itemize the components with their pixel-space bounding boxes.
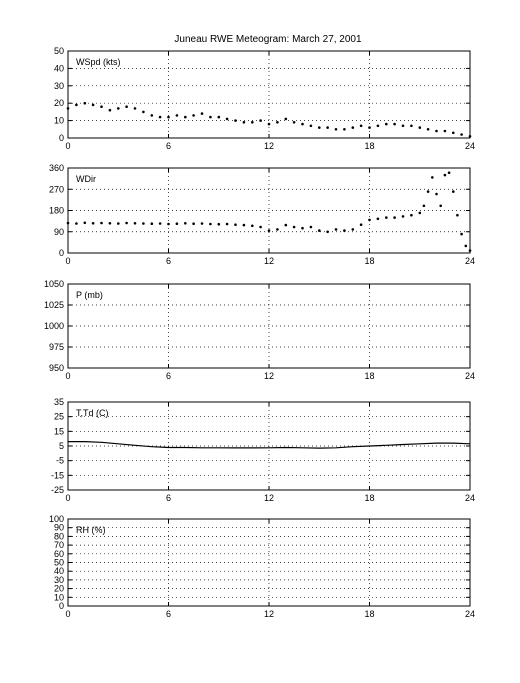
wspd-data-point xyxy=(293,121,296,124)
wdir-data-point xyxy=(259,226,262,229)
wdir-data-point xyxy=(444,174,447,177)
rh-xtick-label: 0 xyxy=(65,609,71,619)
wspd-data-point xyxy=(243,121,246,124)
wspd-data-point xyxy=(159,116,162,119)
wdir-data-point xyxy=(209,223,212,226)
wdir-data-point xyxy=(159,222,162,225)
wspd-data-point xyxy=(92,104,95,107)
wdir-data-point xyxy=(125,222,128,225)
temperature-ytick-label: 25 xyxy=(53,411,64,422)
wdir-data-point xyxy=(201,222,204,225)
wdir-data-point xyxy=(352,228,355,231)
wdir-data-point xyxy=(318,229,321,232)
wspd-data-point xyxy=(259,119,262,122)
wdir-data-point xyxy=(293,226,296,229)
rh-ytick-label: 50 xyxy=(53,557,64,568)
panels-group xyxy=(44,46,475,619)
pressure-xtick-label: 24 xyxy=(464,371,476,381)
wspd-data-point xyxy=(444,130,447,133)
wdir-data-point xyxy=(226,223,229,226)
wdir-data-point xyxy=(234,223,237,226)
wdir-data-point xyxy=(151,222,154,225)
temperature-xtick-label: 12 xyxy=(263,493,275,503)
wspd-data-point xyxy=(435,130,438,133)
wdir-data-point xyxy=(423,205,426,208)
wdir-data-point xyxy=(100,222,103,225)
wspd-data-point xyxy=(335,128,338,131)
pressure-xtick-label: 18 xyxy=(364,371,375,381)
wspd-data-point xyxy=(142,111,145,114)
wspd-data-point xyxy=(326,126,329,129)
rh-xtick-label: 6 xyxy=(165,609,172,619)
wspd-data-point xyxy=(310,125,313,128)
temperature-ytick-label: 5 xyxy=(58,441,64,451)
wspd-data-point xyxy=(75,104,78,107)
wdir-data-point xyxy=(276,228,279,231)
rh-xtick-label: 24 xyxy=(464,609,476,619)
rh-ytick-label: 100 xyxy=(48,514,64,524)
wspd-data-point xyxy=(117,107,120,110)
wspd-ytick-label: 30 xyxy=(53,80,64,91)
wdir-data-point xyxy=(360,223,363,226)
wspd-panel-label: WSpd (kts) xyxy=(76,57,121,67)
temperature-xtick-label: 0 xyxy=(65,493,71,503)
wspd-data-point xyxy=(469,135,472,138)
wspd-data-point xyxy=(301,123,304,126)
wspd-ytick-label: 0 xyxy=(58,133,64,143)
wspd-data-point xyxy=(167,116,170,119)
wdir-data-point xyxy=(142,222,145,225)
wspd-data-point xyxy=(134,107,137,110)
wdir-data-point xyxy=(410,214,413,217)
wspd-data-point xyxy=(276,121,279,124)
wdir-data-point xyxy=(67,222,70,225)
wdir-data-point xyxy=(310,226,313,229)
rh-ytick-label: 30 xyxy=(53,574,64,585)
wdir-data-point xyxy=(326,231,329,234)
wdir-data-point xyxy=(452,190,455,193)
rh-ytick-label: 70 xyxy=(53,540,64,551)
wspd-data-point xyxy=(192,114,195,117)
wspd-xtick-label: 0 xyxy=(65,141,71,151)
wspd-ytick-label: 50 xyxy=(53,46,64,56)
wdir-data-point xyxy=(460,233,463,236)
figure-title: Juneau RWE Meteogram: March 27, 2001 xyxy=(174,34,362,45)
wdir-ytick-label: 360 xyxy=(48,163,64,173)
rh-ytick-label: 90 xyxy=(53,522,64,533)
wdir-xtick-label: 12 xyxy=(263,256,275,266)
wspd-ytick-label: 10 xyxy=(53,115,64,126)
rh-panel-label: RH (%) xyxy=(76,525,106,535)
panel-pressure xyxy=(44,279,475,381)
wdir-data-point xyxy=(456,214,459,217)
wspd-data-point xyxy=(84,102,87,105)
wspd-data-point xyxy=(268,123,271,126)
rh-ytick-label: 10 xyxy=(53,592,64,603)
wspd-data-point xyxy=(125,105,128,108)
wspd-data-point xyxy=(285,118,288,121)
wdir-data-point xyxy=(109,222,112,225)
pressure-ytick-label: 975 xyxy=(48,342,64,352)
wdir-data-point xyxy=(243,224,246,227)
wdir-data-point xyxy=(167,223,170,226)
wdir-data-point xyxy=(435,193,438,196)
panel-rh xyxy=(49,514,475,619)
temperature-xtick-label: 18 xyxy=(364,493,375,503)
wspd-ytick-label: 40 xyxy=(53,63,64,74)
wspd-data-point xyxy=(452,132,455,135)
wdir-data-point xyxy=(427,190,430,193)
wdir-data-point xyxy=(431,176,434,179)
temperature-ytick-label: 15 xyxy=(53,426,64,437)
wspd-data-point xyxy=(343,128,346,131)
wspd-data-point xyxy=(410,125,413,128)
wdir-data-point xyxy=(368,219,371,222)
wspd-xtick-label: 24 xyxy=(464,141,476,151)
rh-ytick-label: 0 xyxy=(58,601,64,611)
wdir-data-point xyxy=(84,222,87,225)
wdir-data-point xyxy=(377,218,380,221)
pressure-xtick-label: 12 xyxy=(263,371,275,381)
wspd-data-point xyxy=(109,109,112,112)
wdir-data-point xyxy=(176,222,179,225)
wspd-data-point xyxy=(318,126,321,129)
wdir-data-point xyxy=(343,229,346,232)
wdir-data-point xyxy=(402,215,405,218)
wdir-ytick-label: 90 xyxy=(53,226,64,237)
wspd-data-point xyxy=(201,112,204,115)
pressure-xtick-label: 6 xyxy=(165,371,172,381)
wspd-ytick-label: 20 xyxy=(53,98,64,109)
wdir-data-point xyxy=(192,222,195,225)
rh-ytick-label: 80 xyxy=(53,531,64,542)
wdir-data-point xyxy=(448,171,451,174)
wspd-data-point xyxy=(151,114,154,117)
wspd-data-point xyxy=(419,126,422,129)
wdir-data-point xyxy=(268,229,271,232)
wspd-xtick-label: 12 xyxy=(263,141,275,151)
wdir-xtick-label: 24 xyxy=(464,256,476,266)
panel-temperature xyxy=(51,397,475,503)
wdir-xtick-label: 18 xyxy=(364,256,375,266)
wdir-data-point xyxy=(218,223,221,226)
rh-xtick-label: 12 xyxy=(263,609,275,619)
wdir-data-point xyxy=(469,249,472,252)
wspd-data-point xyxy=(368,126,371,129)
wdir-xtick-label: 6 xyxy=(165,256,172,266)
pressure-ytick-label: 1050 xyxy=(43,279,64,289)
pressure-ytick-label: 1000 xyxy=(43,321,64,331)
wdir-data-point xyxy=(117,222,120,225)
wdir-data-point xyxy=(184,222,187,225)
wdir-data-point xyxy=(465,245,468,248)
wspd-xtick-label: 18 xyxy=(364,141,375,151)
wspd-data-point xyxy=(184,116,187,119)
wdir-data-point xyxy=(439,205,442,208)
wdir-ytick-label: 180 xyxy=(48,205,64,216)
wspd-data-point xyxy=(176,114,179,117)
panel-wspd xyxy=(54,46,475,151)
wspd-data-point xyxy=(352,126,355,129)
wdir-data-point xyxy=(251,225,254,228)
panel-wdir xyxy=(49,163,475,266)
temperature-ytick-label: 35 xyxy=(53,397,64,407)
rh-ytick-label: 20 xyxy=(53,583,64,594)
wdir-ytick-label: 0 xyxy=(58,248,64,258)
temperature-xtick-label: 6 xyxy=(165,493,172,503)
wdir-data-point xyxy=(385,216,388,219)
wdir-ytick-label: 270 xyxy=(48,184,64,195)
temperature-panel-label: T,Td (C) xyxy=(76,408,109,418)
wspd-data-point xyxy=(251,121,254,124)
wspd-data-point xyxy=(385,123,388,126)
temperature-ytick-label: -5 xyxy=(55,455,64,466)
wdir-data-point xyxy=(285,224,288,227)
wdir-data-point xyxy=(393,216,396,219)
wspd-data-point xyxy=(100,105,103,108)
wdir-data-point xyxy=(134,222,137,225)
wdir-panel-label: WDir xyxy=(76,174,96,184)
wspd-xtick-label: 6 xyxy=(165,141,172,151)
wspd-data-point xyxy=(226,118,229,121)
wspd-data-point xyxy=(377,125,380,128)
wspd-data-point xyxy=(427,128,430,131)
wdir-data-point xyxy=(419,212,422,215)
wdir-data-point xyxy=(335,228,338,231)
wdir-data-point xyxy=(301,227,304,230)
wspd-data-point xyxy=(67,107,70,110)
wspd-data-point xyxy=(360,125,363,128)
wspd-data-point xyxy=(209,116,212,119)
wdir-data-point xyxy=(92,222,95,225)
temperature-ytick-label: -25 xyxy=(50,485,64,495)
wdir-xtick-label: 0 xyxy=(65,256,71,266)
wspd-data-point xyxy=(234,119,237,122)
rh-ytick-label: 60 xyxy=(53,548,64,559)
wspd-data-point xyxy=(402,125,405,128)
wspd-data-point xyxy=(460,133,463,136)
pressure-xtick-label: 0 xyxy=(65,371,71,381)
pressure-ytick-label: 950 xyxy=(48,363,64,373)
pressure-ytick-label: 1025 xyxy=(43,300,64,310)
pressure-panel-label: P (mb) xyxy=(76,290,103,300)
temperature-ytick-label: -15 xyxy=(50,470,64,481)
temperature-xtick-label: 24 xyxy=(464,493,476,503)
wspd-data-point xyxy=(218,116,221,119)
wspd-data-point xyxy=(393,123,396,126)
wdir-data-point xyxy=(75,222,78,225)
rh-ytick-label: 40 xyxy=(53,566,64,577)
rh-xtick-label: 18 xyxy=(364,609,375,619)
